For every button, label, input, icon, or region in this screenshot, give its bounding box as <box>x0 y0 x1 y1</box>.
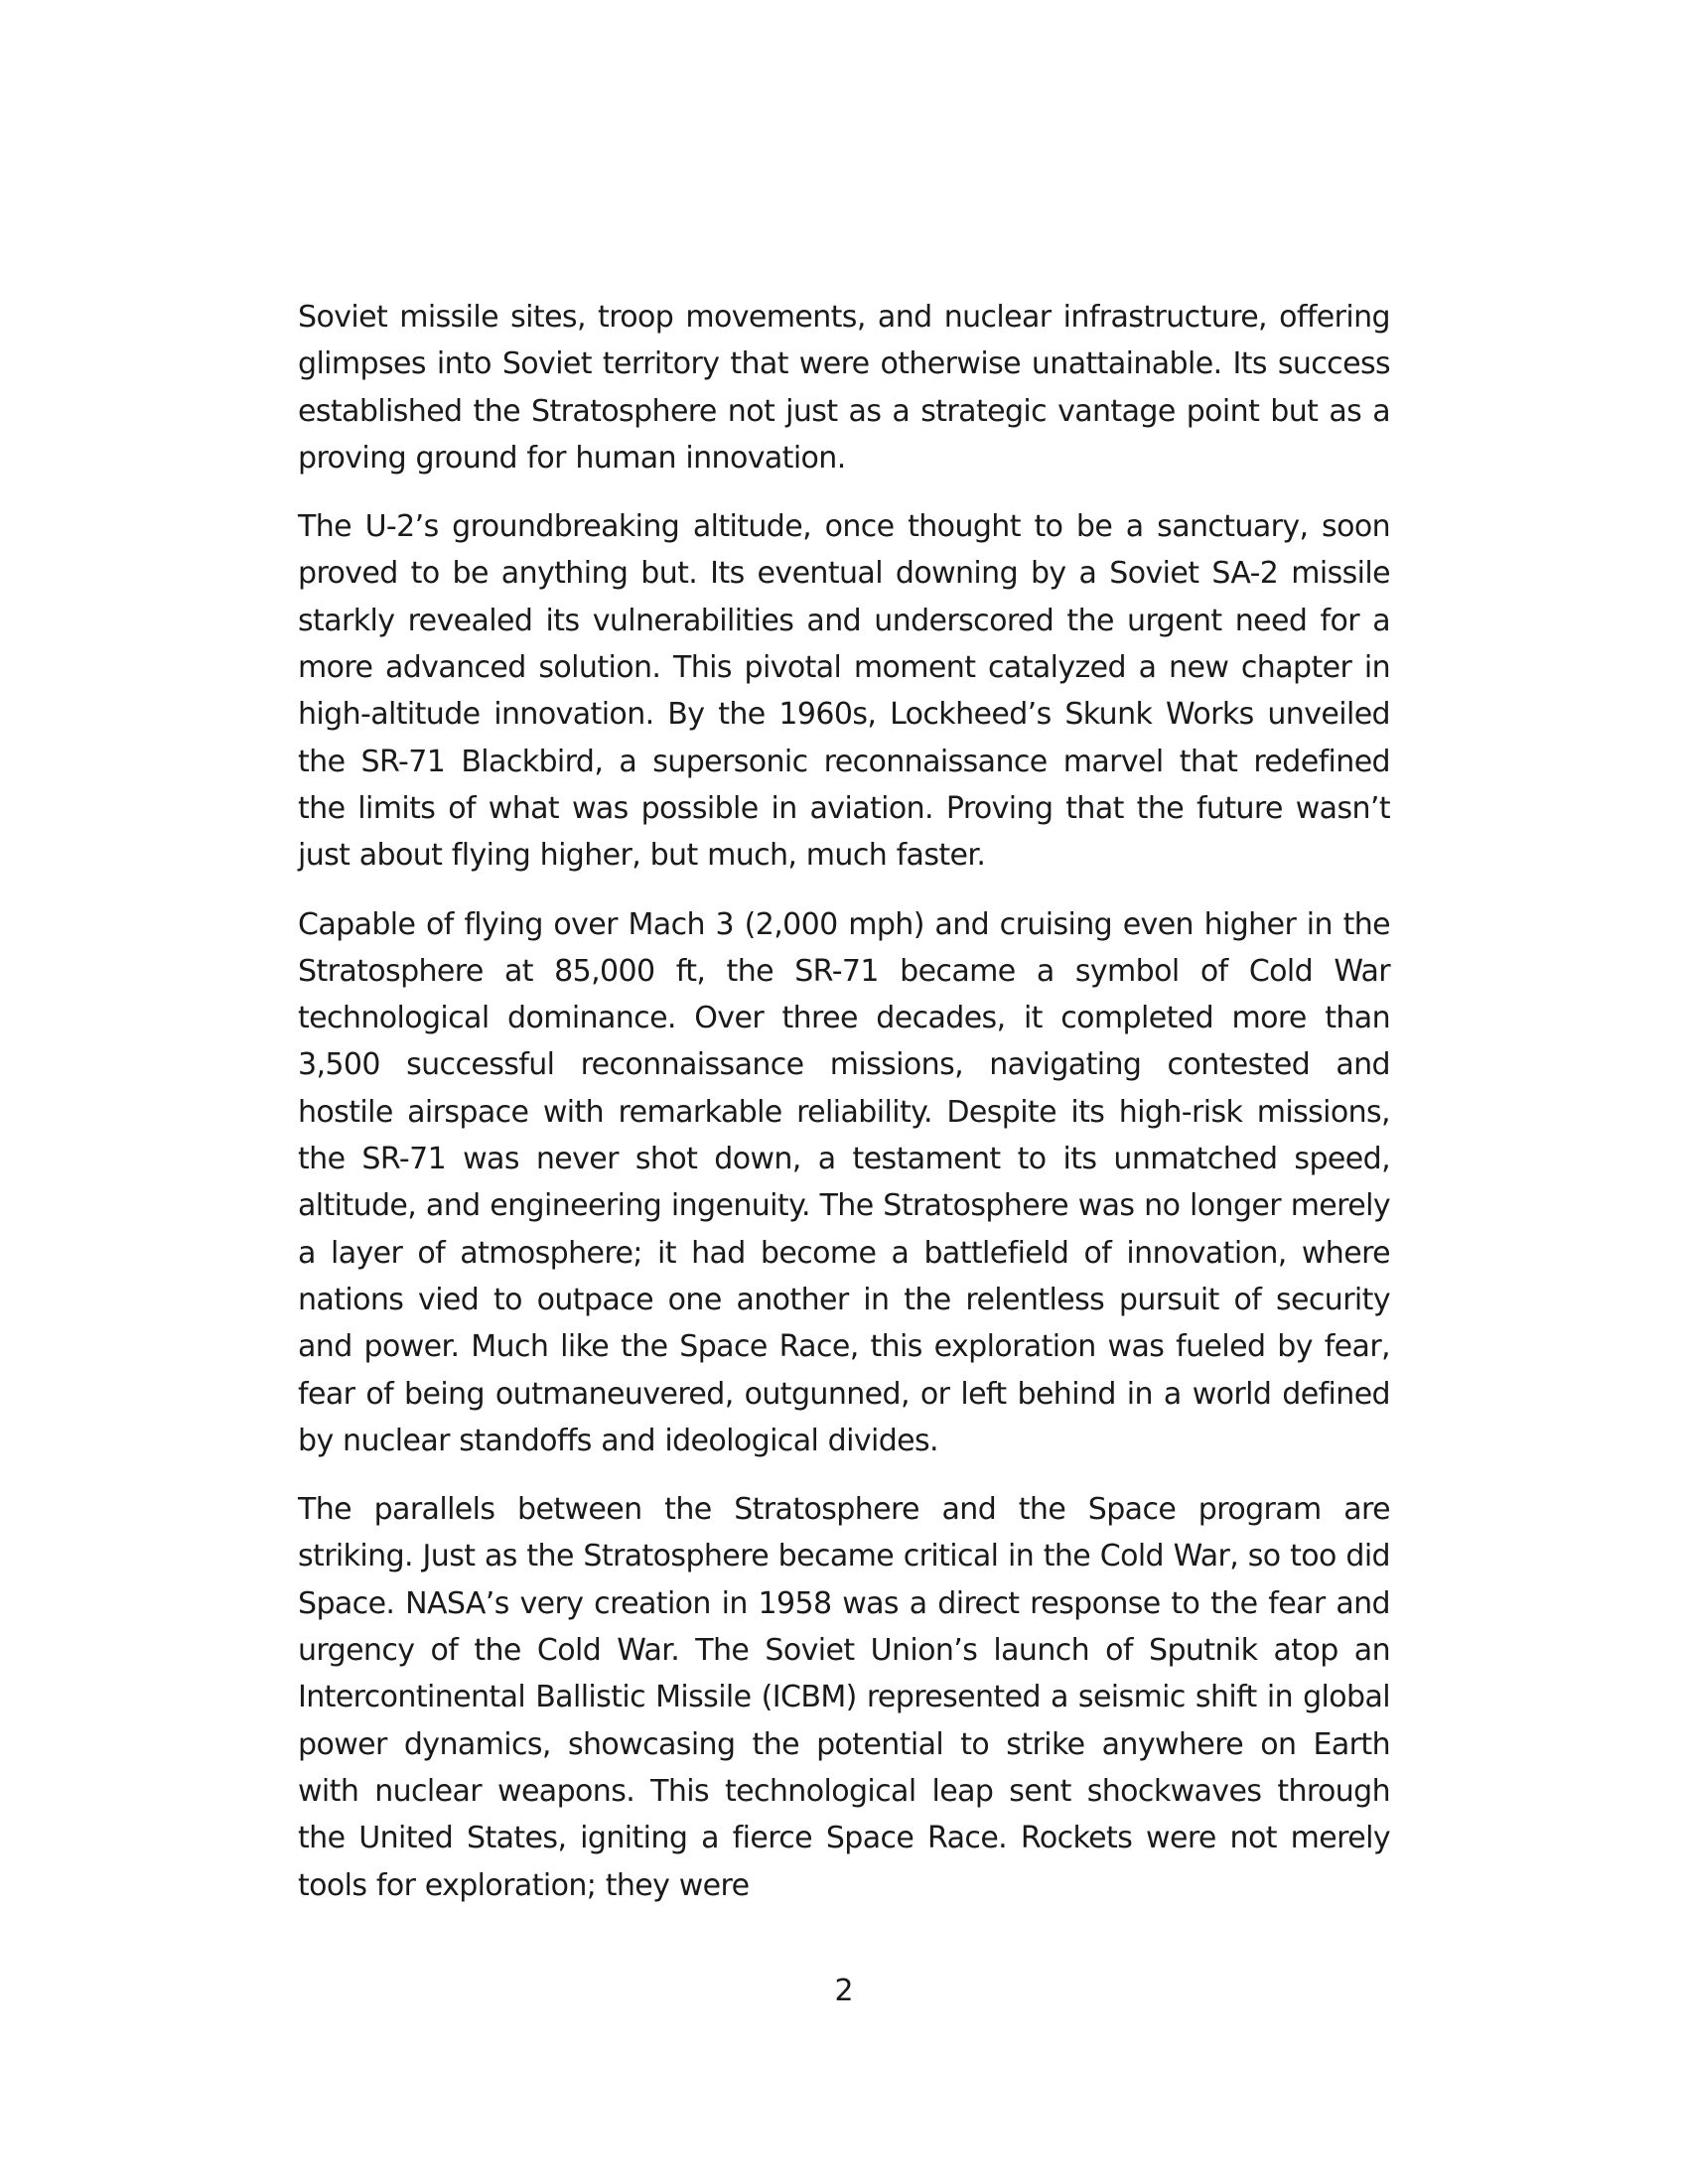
paragraph-2: The U-2’s groundbreaking altitude, once thought to be a sanctuary, soon proved to be anything but. Its eventual downing by a Soviet SA-2 missile starkly revealed its vulnerabilities and underscored the urgent need for a more advanced solution. This pivotal moment catalyzed a new chapter in high-altitude innovation. By the 1960s, Lockheed’s Skunk Works unveiled the SR-71 Blackbird, a supersonic reconnaissance marvel that redefined the limits of what was possible in aviation. Proving that the future wasn’t just about flying higher, but much, much faster. <box>298 509 1390 874</box>
page-number: 2 <box>834 1974 854 2008</box>
paragraph-1: Soviet missile sites, troop movements, and nuclear infrastructure, offering glimpses into Soviet territory that were otherwise unattainable. Its success established the Stratosphere not just as a strategic vantage point but as a proving ground for human innovation. <box>298 300 1390 476</box>
paragraph-3: Capable of flying over Mach 3 (2,000 mph) and cruising even higher in the Stratosphere at 85,000 ft, the SR-71 became a symbol of Cold War technological dominance. Over three decades, it completed more than 3,500 successful reconnaissance missions, navigating contested and hostile airspace with remarkable reliability. Despite its high-risk missions, the SR-71 was never shot down, a testament to its unmatched speed, altitude, and engineering ingenuity. The Stratosphere was no longer merely a layer of atmosphere; it had become a battlefield of innovation, where nations vied to outpace one another in the relentless pursuit of security and power. Much like the Space Race, this exploration was fueled by fear, fear of being outmaneuvered, outgunned, or left behind in a world defined by nuclear standoffs and ideological divides. <box>298 906 1390 1458</box>
body-text <box>298 294 1390 1931</box>
paragraph-4: The parallels between the Stratosphere and the Space program are striking. Just as the Stratosphere became critical in the Cold War, so too did Space. NASA’s very creation in 1958 was a direct response to the fear and urgency of the Cold War. The Soviet Union’s launch of Sputnik atop an Intercontinental Ballistic Missile (ICBM) represented a seismic shift in global power dynamics, showcasing the potential to strike anywhere on Earth with nuclear weapons. This technological leap sent shockwaves through the United States, igniting a fierce Space Race. Rockets were not merely tools for exploration; they were <box>298 1492 1390 1903</box>
